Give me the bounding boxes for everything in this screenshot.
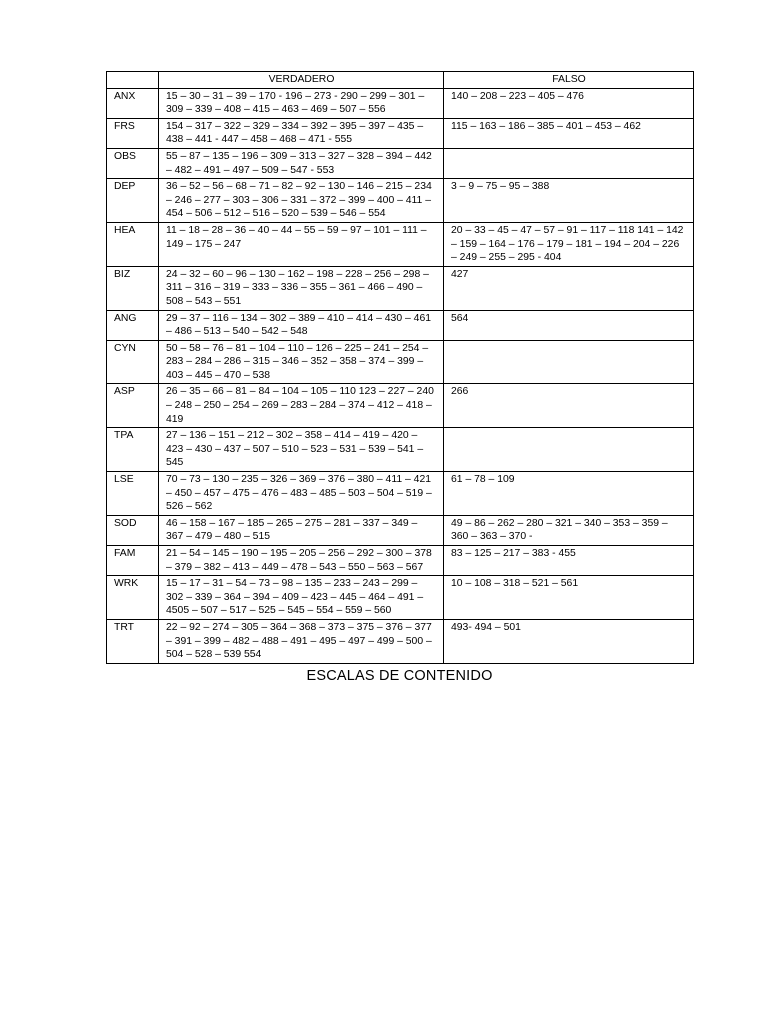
header-falso: FALSO [444, 72, 694, 89]
verdadero-items: 21 – 54 – 145 – 190 – 195 – 205 – 256 – 292 – 300 – 378 – 379 – 382 – 413 – 449 – 478 – 543 – 550 – 563 – 567 [159, 546, 444, 576]
scale-code: WRK [107, 576, 159, 620]
document-page [106, 71, 693, 684]
falso-items: 61 – 78 – 109 [444, 472, 694, 516]
scale-code: OBS [107, 148, 159, 178]
table-row [107, 266, 694, 310]
verdadero-items: 70 – 73 – 130 – 235 – 326 – 369 – 376 – 380 – 411 – 421 – 450 – 457 – 475 – 476 – 483 – 485 – 503 – 504 – 519 – 526 – 562 [159, 472, 444, 516]
table-row [107, 118, 694, 148]
table-row [107, 384, 694, 428]
falso-items: 266 [444, 384, 694, 428]
falso-items: 564 [444, 310, 694, 340]
falso-items: 140 – 208 – 223 – 405 – 476 [444, 88, 694, 118]
falso-items [444, 428, 694, 472]
falso-items: 427 [444, 266, 694, 310]
falso-items: 20 – 33 – 45 – 47 – 57 – 91 – 117 – 118 141 – 142 – 159 – 164 – 176 – 179 – 181 – 194 – 204 – 226 – 249 – 255 – 295 - 404 [444, 222, 694, 266]
header-verdadero: VERDADERO [159, 72, 444, 89]
table-row [107, 428, 694, 472]
document-caption: ESCALAS DE CONTENIDO [306, 667, 493, 684]
header-scale [107, 72, 159, 89]
table-row [107, 546, 694, 576]
content-scales-table [106, 71, 694, 664]
verdadero-items: 11 – 18 – 28 – 36 – 40 – 44 – 55 – 59 – 97 – 101 – 111 – 149 – 175 – 247 [159, 222, 444, 266]
table-row [107, 515, 694, 545]
table-row [107, 222, 694, 266]
scale-code: ANG [107, 310, 159, 340]
table-row [107, 310, 694, 340]
verdadero-items: 22 – 92 – 274 – 305 – 364 – 368 – 373 – 375 – 376 – 377 – 391 – 399 – 482 – 488 – 491 – 495 – 497 – 499 – 500 – 504 – 528 – 539 554 [159, 619, 444, 663]
scale-code: DEP [107, 179, 159, 223]
falso-items: 115 – 163 – 186 – 385 – 401 – 453 – 462 [444, 118, 694, 148]
table-row [107, 576, 694, 620]
verdadero-items: 50 – 58 – 76 – 81 – 104 – 110 – 126 – 225 – 241 – 254 – 283 – 284 – 286 – 315 – 346 – 352 – 358 – 374 – 399 – 403 – 445 – 470 – 538 [159, 340, 444, 384]
falso-items: 83 – 125 – 217 – 383 - 455 [444, 546, 694, 576]
table-row [107, 179, 694, 223]
falso-items [444, 340, 694, 384]
verdadero-items: 27 – 136 – 151 – 212 – 302 – 358 – 414 – 419 – 420 – 423 – 430 – 437 – 507 – 510 – 523 – 531 – 539 – 541 – 545 [159, 428, 444, 472]
verdadero-items: 36 – 52 – 56 – 68 – 71 – 82 – 92 – 130 – 146 – 215 – 234 – 246 – 277 – 303 – 306 – 331 – 372 – 399 – 400 – 411 – 454 – 506 – 512 – 516 – 520 – 539 – 546 – 554 [159, 179, 444, 223]
verdadero-items: 26 – 35 – 66 – 81 – 84 – 104 – 105 – 110 123 – 227 – 240 – 248 – 250 – 254 – 269 – 283 – 284 – 374 – 412 – 418 – 419 [159, 384, 444, 428]
scale-code: TPA [107, 428, 159, 472]
scale-code: FAM [107, 546, 159, 576]
table-row [107, 148, 694, 178]
verdadero-items: 29 – 37 – 116 – 134 – 302 – 389 – 410 – 414 – 430 – 461 – 486 – 513 – 540 – 542 – 548 [159, 310, 444, 340]
verdadero-items: 46 – 158 – 167 – 185 – 265 – 275 – 281 – 337 – 349 – 367 – 479 – 480 – 515 [159, 515, 444, 545]
falso-items: 3 – 9 – 75 – 95 – 388 [444, 179, 694, 223]
falso-items: 493- 494 – 501 [444, 619, 694, 663]
scale-code: CYN [107, 340, 159, 384]
verdadero-items: 15 – 30 – 31 – 39 – 170 - 196 – 273 - 290 – 299 – 301 – 309 – 339 – 408 – 415 – 463 – 469 – 507 – 556 [159, 88, 444, 118]
falso-items: 10 – 108 – 318 – 521 – 561 [444, 576, 694, 620]
scale-code: SOD [107, 515, 159, 545]
table-row [107, 472, 694, 516]
scale-code: ASP [107, 384, 159, 428]
verdadero-items: 15 – 17 – 31 – 54 – 73 – 98 – 135 – 233 – 243 – 299 – 302 – 339 – 364 – 394 – 409 – 423 – 445 – 464 – 491 – 4505 – 507 – 517 – 525 – 545 – 554 – 559 – 560 [159, 576, 444, 620]
falso-items [444, 148, 694, 178]
verdadero-items: 24 – 32 – 60 – 96 – 130 – 162 – 198 – 228 – 256 – 298 – 311 – 316 – 319 – 333 – 336 – 355 – 361 – 466 – 490 – 508 – 543 – 551 [159, 266, 444, 310]
verdadero-items: 55 – 87 – 135 – 196 – 309 – 313 – 327 – 328 – 394 – 442 – 482 – 491 – 497 – 509 – 547 - 553 [159, 148, 444, 178]
scale-code: BIZ [107, 266, 159, 310]
table-header-row [107, 72, 694, 89]
scale-code: ANX [107, 88, 159, 118]
scale-code: TRT [107, 619, 159, 663]
table-row [107, 88, 694, 118]
scale-code: HEA [107, 222, 159, 266]
verdadero-items: 154 – 317 – 322 – 329 – 334 – 392 – 395 – 397 – 435 – 438 – 441 - 447 – 458 – 468 – 471 - 555 [159, 118, 444, 148]
scale-code: LSE [107, 472, 159, 516]
scale-code: FRS [107, 118, 159, 148]
falso-items: 49 – 86 – 262 – 280 – 321 – 340 – 353 – 359 – 360 – 363 – 370 - [444, 515, 694, 545]
table-row [107, 340, 694, 384]
table-row [107, 619, 694, 663]
